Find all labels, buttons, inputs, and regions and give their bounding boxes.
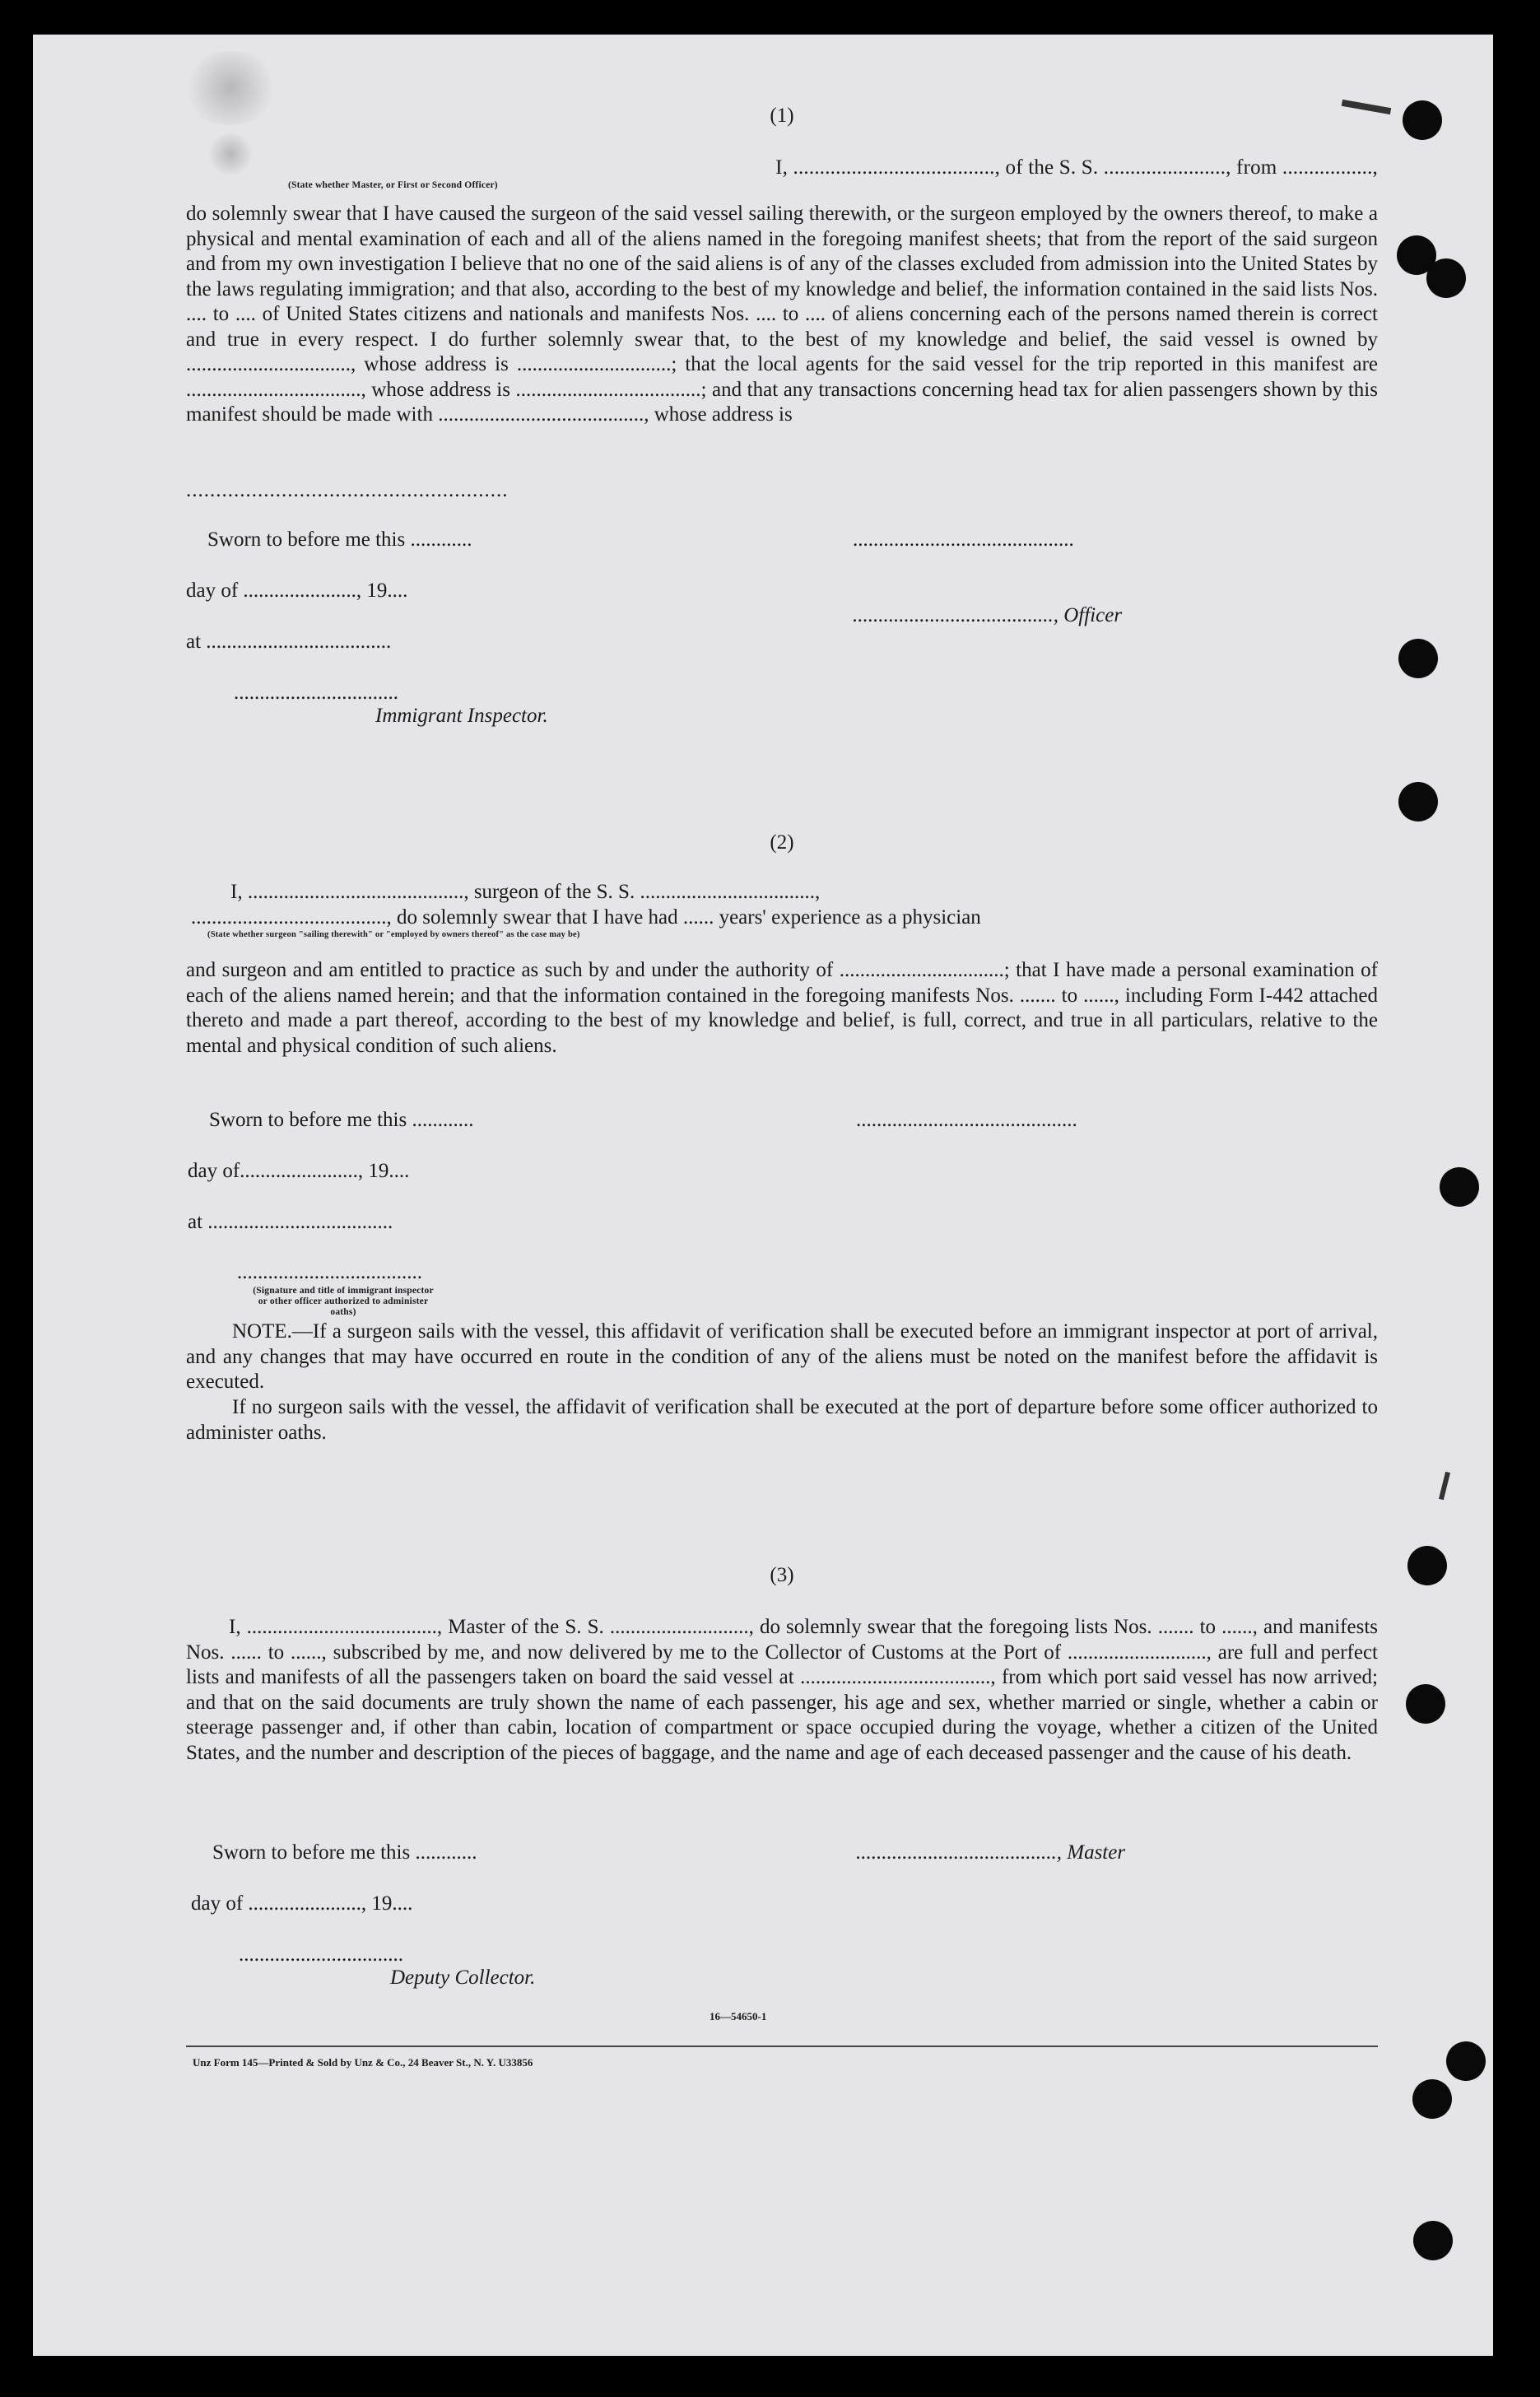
punch-hole xyxy=(1440,1167,1479,1207)
section-2-right-dots: ........................................... xyxy=(856,1109,1077,1131)
section-1-body-end: ...................................................... xyxy=(186,479,509,501)
section-2-body: and surgeon and am entitled to practice as such by and under the authority of ................................; that I have made a personal examination of each of the aliens named herein; and that the information contained in the foregoing manifests Nos. ....... to ......, including Form I-442 attached thereto and made a part thereof, according to the best of my knowledge and belief, is full, correct, and true in all particulars, relative to the mental and physical condition of such aliens. xyxy=(186,959,1378,1057)
punch-hole xyxy=(1407,1546,1447,1585)
section-1-at: at .................................... xyxy=(186,631,392,653)
section-3-day: day of ......................, 19.... xyxy=(191,1892,413,1915)
punch-hole xyxy=(1413,2221,1453,2260)
section-3-number: (3) xyxy=(770,1564,794,1586)
section-1-officer-line: ......................................., Officer xyxy=(853,604,1123,626)
section-2-opening: I, .........................................., surgeon of the S. S. .................................., xyxy=(230,881,821,903)
form-page xyxy=(33,35,1493,2356)
section-1-officer-dots: ........................................... xyxy=(853,528,1074,551)
section-1-number: (1) xyxy=(770,105,794,127)
section-2-day: day of......................., 19.... xyxy=(188,1160,410,1182)
section-3-body: I, ....................................., Master of the S. S. ..........................., do solemnly swear that the foregoing lists Nos. ....... to ......, and manifests Nos. ...... to ......, subscribed by me, and now delivered by me to the Collector of Customs at the Port of ..........................., are full and perfect lists and manifests of all the passengers taken on board the said vessel at ....................................., from which port said vessel has now arrived; and that on the said documents are truly shown the name of each passenger, his age and sex, whether married or single, whether a cabin or steerage passenger and, if other than cabin, location of compartment or space occupied during the voyage, whether a citizen of the United States, and the number and description of the pieces of baggage, and the name and age of each deceased passenger and the cause of his death. xyxy=(186,1616,1378,1764)
punch-hole xyxy=(1403,100,1442,140)
section-1-inspector-line: ................................ xyxy=(234,682,398,704)
punch-hole xyxy=(1398,782,1438,821)
section-1-body: do solemnly swear that I have caused the surgeon of the said vessel sailing therewith, or the surgeon employed by the owners thereof, to make a physical and mental examination of each and all of the aliens named in the foregoing manifest sheets; that from the report of the said surgeon and from my own investigation I believe that no one of the said aliens is of any of the classes excluded from admission into the United States by the laws regulating immigration; and that also, according to the best of my knowledge and belief, the information contained in the said lists Nos. .... to .... of United States citizens and nationals and manifests Nos. .... to .... of aliens concerning each of the persons named therein is correct and true in every respect. I do further solemnly swear that, to the best of my knowledge and belief, the said vessel is owned by ................................, whose address is ..............................; that the local agents for the said vessel for the trip reported in this manifest are .................................., whose address is ....................................; and that any transactions concerning head tax for alien passengers shown by this manifest should be made with ........................................, whose address is xyxy=(186,202,1378,426)
section-1-inspector: Immigrant Inspector. xyxy=(375,705,548,727)
section-2-note1: NOTE.—If a surgeon sails with the vessel, this affidavit of verification shall be executed before an immigrant inspector at port of arrival, and any changes that may have occurred en route in the condition of any of the aliens must be noted on the manifest before the affidavit is executed. xyxy=(186,1320,1378,1393)
punch-hole xyxy=(1406,1684,1445,1724)
section-3-collector: Deputy Collector. xyxy=(390,1966,536,1989)
punch-hole xyxy=(1446,2041,1486,2081)
section-2-sig-dots: .................................... xyxy=(237,1261,422,1283)
section-2-at: at .................................... xyxy=(188,1211,393,1233)
footer-rule xyxy=(186,2046,1378,2047)
section-2-sworn: Sworn to before me this ............ xyxy=(209,1109,474,1131)
section-2-line2: ......................................, do solemnly swear that I have had ...... years' experience as a physician xyxy=(191,906,981,929)
section-1-opening: I, ......................................, of the S. S. ......................., from ................., xyxy=(775,156,1378,179)
section-3-collector-dots: ................................ xyxy=(239,1943,403,1966)
section-2-sig-caption: (Signature and title of immigrant inspector or other officer authorized to administer oaths) xyxy=(253,1286,434,1317)
section-1-day: day of ......................, 19.... xyxy=(186,579,408,602)
section-1-sworn: Sworn to before me this ............ xyxy=(207,528,472,551)
ink-mark xyxy=(1439,1472,1450,1500)
section-3-sworn: Sworn to before me this ............ xyxy=(212,1841,477,1864)
section-2-caption: (State whether surgeon "sailing therewith" or "employed by owners thereof" as the case may be) xyxy=(207,930,580,939)
section-2-number: (2) xyxy=(770,831,794,854)
section-2-note2: If no surgeon sails with the vessel, the affidavit of verification shall be executed at the port of departure before some officer authorized to administer oaths. xyxy=(186,1396,1378,1444)
punch-hole xyxy=(1412,2079,1452,2119)
printer-footer: Unz Form 145—Printed & Sold by Unz & Co., 24 Beaver St., N. Y. U33856 xyxy=(193,2056,533,2069)
form-number: 16—54650-1 xyxy=(710,2010,767,2022)
punch-hole xyxy=(1398,639,1438,678)
section-3-master-line: ......................................., Master xyxy=(856,1841,1126,1864)
section-1-caption: (State whether Master, or First or Second Officer) xyxy=(288,180,498,190)
punch-hole xyxy=(1426,258,1466,298)
